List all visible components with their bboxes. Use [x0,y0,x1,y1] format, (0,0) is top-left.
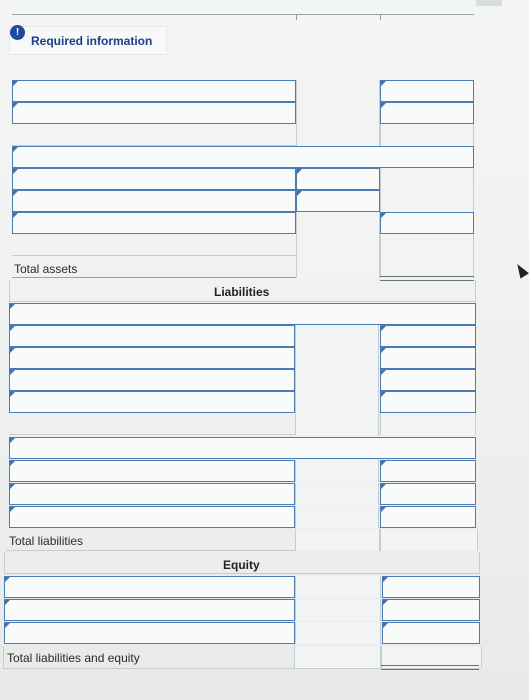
table-row [9,391,476,413]
asset-total-input[interactable] [380,102,474,124]
top-row-border [12,14,474,15]
liability-name-input[interactable] [9,325,295,347]
liability-total-input[interactable] [380,460,476,482]
amount-cell [380,190,474,212]
asset-name-input[interactable] [12,168,296,190]
amount-cell [296,80,380,102]
table-row [12,234,474,256]
liability-name-input[interactable] [9,391,295,413]
amount-cell [295,369,379,391]
liability-name-input[interactable] [9,347,295,369]
amount-cell [295,599,381,621]
liabilities-heading: Liabilities [214,285,270,299]
table-row [12,168,474,190]
amount-cell [296,256,380,278]
equity-total-input[interactable] [382,622,480,644]
equity-total-input[interactable] [382,576,480,598]
total-assets-label: Total assets [14,262,78,276]
equity-total-input[interactable] [382,599,480,621]
total-assets-cell [380,256,474,278]
asset-amount-input[interactable] [296,168,380,190]
table-row [9,347,476,369]
liability-section-input[interactable] [9,303,476,325]
table-row [9,369,476,391]
amount-cell [294,646,381,668]
table-row [9,483,476,505]
amount-cell [295,506,379,528]
asset-total-input[interactable] [380,80,474,102]
total-liabilities-cell [380,529,478,551]
liability-section-input[interactable] [9,437,476,459]
table-row [12,124,474,146]
required-info-text: Required information [31,34,153,48]
amount-cell [295,391,379,413]
amount-cell [380,234,474,256]
amount-cell [295,529,380,551]
table-row [12,190,474,212]
total-assets-row [12,256,474,278]
asset-name-input[interactable] [12,80,296,102]
amount-cell [380,168,474,190]
amount-cell [295,483,379,505]
table-row [12,102,474,124]
table-row [12,146,474,168]
amount-cell [295,622,381,644]
table-row [12,212,474,234]
amount-cell [296,212,380,234]
liability-total-input[interactable] [380,483,476,505]
mouse-cursor-icon [513,261,529,278]
table-row [9,460,476,482]
liability-name-input[interactable] [9,369,295,391]
liability-total-input[interactable] [380,325,476,347]
amount-cell [295,460,379,482]
liability-name-input[interactable] [9,506,295,528]
top-row-divider [296,14,297,20]
table-row [4,599,480,621]
total-liabilities-label: Total liabilities [9,534,84,548]
liability-total-input[interactable] [380,506,476,528]
equity-heading: Equity [223,558,260,572]
equity-name-input[interactable] [4,599,295,621]
amount-cell [380,124,474,146]
amount-cell [295,413,379,435]
liability-total-input[interactable] [380,347,476,369]
table-row [9,413,476,435]
equity-name-input[interactable] [4,576,295,598]
top-right-tab [476,0,502,6]
table-row [12,80,474,102]
liability-name-input[interactable] [9,483,295,505]
amount-cell [296,234,380,256]
total-liabilities-equity-label: Total liabilities and equity [7,651,140,665]
amount-cell [296,124,380,146]
table-row [9,437,476,459]
table-row [4,622,480,644]
equity-name-input[interactable] [4,622,295,644]
table-row [9,506,476,528]
table-row [9,325,476,347]
asset-name-input[interactable] [12,212,296,234]
asset-total-input[interactable] [380,212,474,234]
top-row-divider [380,14,381,20]
amount-cell [295,347,379,369]
liability-name-input[interactable] [9,460,295,482]
info-icon: ! [10,25,25,40]
amount-cell [295,325,379,347]
asset-amount-input[interactable] [296,190,380,212]
liability-total-input[interactable] [380,369,476,391]
asset-section-input[interactable] [12,146,474,168]
liability-total-input[interactable] [380,391,476,413]
amount-cell [296,102,380,124]
amount-cell [295,576,381,598]
total-underline [381,665,479,670]
asset-name-input[interactable] [12,190,296,212]
amount-cell [380,413,476,435]
table-row [9,303,476,325]
asset-name-input[interactable] [12,102,296,124]
table-row [4,576,480,598]
